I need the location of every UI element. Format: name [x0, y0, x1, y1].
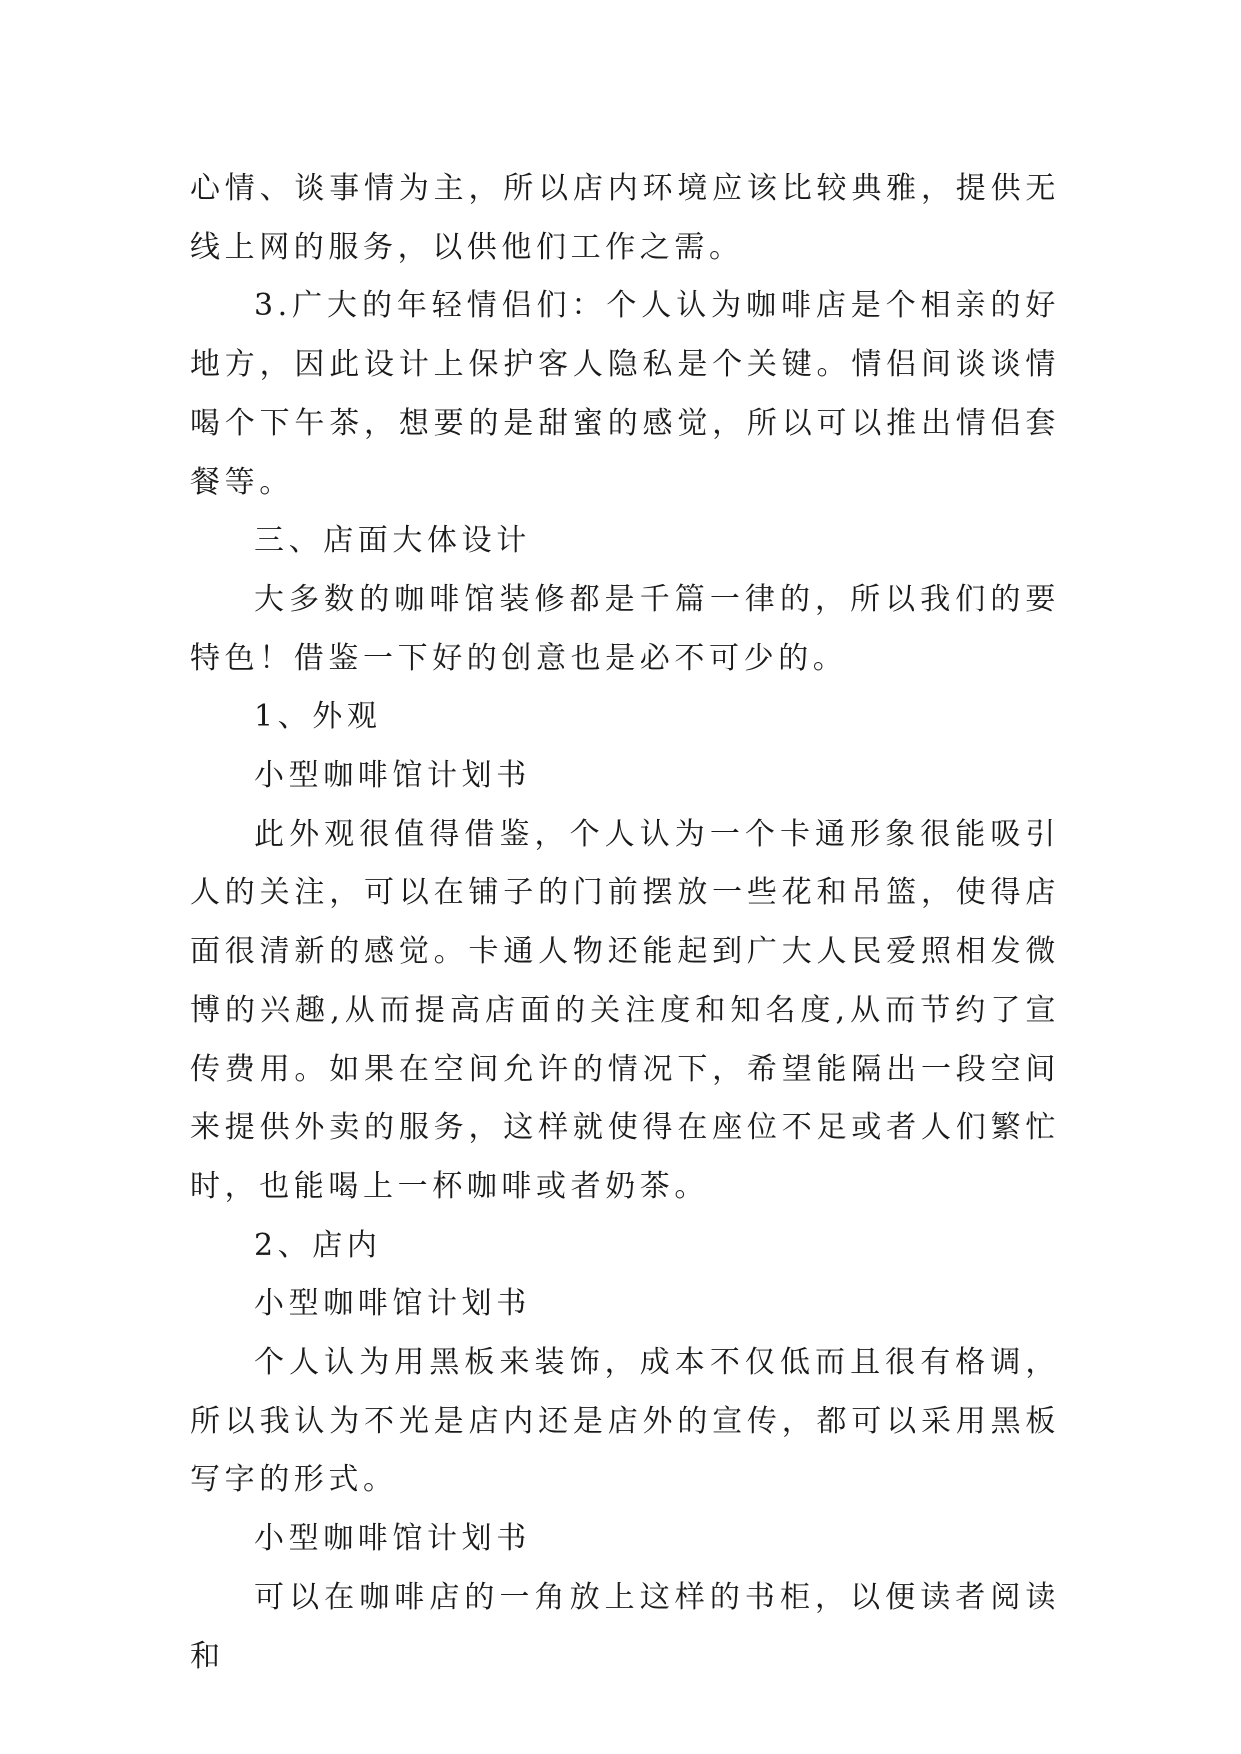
section-heading: 三、店面大体设计: [254, 523, 531, 559]
paragraph: 大多数的咖啡馆装修都是千篇一律的，所以我们的要特色！借鉴一下好的创意也是必不可少的。: [190, 581, 1060, 676]
subsection-heading: 1、外观: [254, 699, 382, 735]
image-caption: 小型咖啡馆计划书: [254, 758, 531, 794]
document-body: [190, 160, 1060, 1686]
subsection-heading: 2、店内: [254, 1227, 382, 1263]
image-caption: 小型咖啡馆计划书: [254, 1286, 531, 1322]
paragraph: 3.广大的年轻情侣们：个人认为咖啡店是个相亲的好地方，因此设计上保护客人隐私是个关键。情侣间谈谈情喝个下午茶，想要的是甜蜜的感觉，所以可以推出情侣套餐等。: [190, 288, 1060, 500]
paragraph: 心情、谈事情为主，所以店内环境应该比较典雅，提供无线上网的服务，以供他们工作之需。: [190, 171, 1060, 265]
paragraph: 此外观很值得借鉴，个人认为一个卡通形象很能吸引人的关注，可以在铺子的门前摆放一些花和吊篮，使得店面很清新的感觉。卡通人物还能起到广大人民爱照相发微博的兴趣,从而提高店面的关注度和知名度,从而节约了宣传费用。如果在空间允许的情况下，希望能隔出一段空间来提供外卖的服务，这样就使得在座位不足或者人们繁忙时，也能喝上一杯咖啡或者奶茶。: [190, 816, 1060, 1204]
paragraph: 个人认为用黑板来装饰，成本不仅低而且很有格调，所以我认为不光是店内还是店外的宣传，都可以采用黑板写字的形式。: [190, 1345, 1060, 1498]
image-caption: 小型咖啡馆计划书: [254, 1521, 531, 1557]
paragraph: 可以在咖啡店的一角放上这样的书柜，以便读者阅读和: [190, 1579, 1060, 1674]
